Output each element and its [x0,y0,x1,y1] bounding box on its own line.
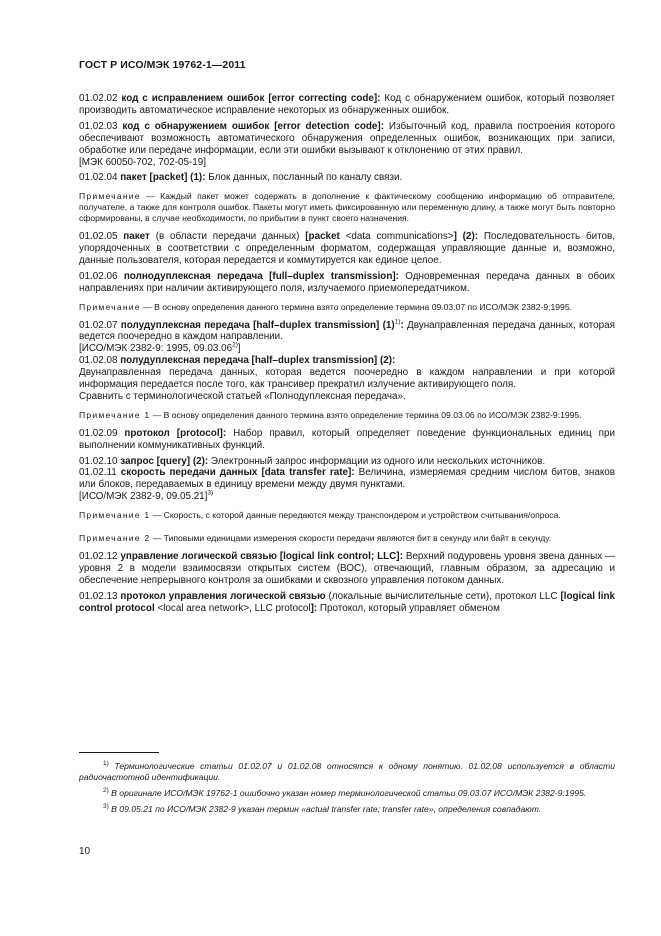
entry-definition: Протокол, который управляет обменом [317,602,500,614]
entry-term: протокол [protocol]: [124,427,227,439]
note-text: — Скорость, с которой данные передаются между транспондером и устройством считывания/опроса. [150,510,561,521]
term-entry [79,93,615,117]
entry-code: 01.02.08 [79,355,118,367]
entry-term: скорость передачи данных [data transfer rate]: [120,467,355,479]
footnote-ref[interactable]: 1) [394,318,401,326]
entry-code: 01.02.09 [79,427,118,439]
note-label: Примечание 1 [79,409,151,420]
entry-code: 01.02.02 [79,93,118,104]
entry-term: пакет [123,231,150,243]
footnote-ref[interactable]: 3) [207,489,214,497]
entry-code: 01.02.13 [79,590,118,602]
entry-term: запрос [query] (2): [120,455,209,467]
term-entry [79,428,615,452]
note-label: Примечание [79,301,141,312]
entry-term: пакет [packet] (1): [120,172,206,184]
term-entry [79,591,615,615]
note-label: Примечание 1 [79,510,151,521]
note [79,510,615,521]
entry-term-en-end: ]: [310,602,318,614]
term-entry [79,456,615,468]
footnote-ref[interactable]: 2) [232,342,238,350]
term-entry [79,172,615,184]
entry-definition: Блок данных, посланный по каналу связи. [205,172,403,184]
entry-term-colon: : [400,319,404,331]
document-header: ГОСТ Р ИСО/МЭК 19762-1—2011 [79,59,246,71]
entry-domain-en: <data communications> [339,231,454,243]
entry-source-text: [ИСО/МЭК 2382-9: 1995, 09.03.06 [79,343,233,355]
entry-term: управление логической связью [logical link control; LLC]: [120,551,403,562]
footnote-mark: 2) [103,786,109,794]
entry-domain: (локальные вычислительные сети), протокол LLC [325,590,561,602]
document-body [79,93,615,615]
footnote-text: Терминологические статьи 01.02.07 и 01.02.08 относятся к одному понятию. 01.02.08 используется в области радиочастотной идентификации. [79,761,615,782]
footnote [79,788,615,799]
term-entry [79,231,615,267]
entry-definition: Двунаправленная передача данных, которая ведется поочередно в каждом направлении. [79,319,615,343]
note [79,191,615,224]
footnote-mark: 1) [103,760,109,768]
note [79,410,615,421]
entry-definition: Верхний подуровень уровня звена данных — уровня 2 в модели взаимосвязи открытых систем (ВОС), отвечающий, главным образом, за адресацию и обеспечение непрерывного контроля за ошибками и сквозного управления потоком данных. [79,551,615,586]
page-number: 10 [79,846,91,857]
term-entry [79,551,615,587]
entry-definition: Последовательность битов, упорядоченных в соответствии с определенным форматом, содержащая управляющие данные и, возможно, данные пользователя, которая передается и коммутируется как единое целое. [79,231,616,266]
entry-term-en: [logical link control protocol [79,590,615,614]
entry-source [79,343,615,355]
entry-term: протокол управления логической связью [120,590,326,602]
entry-definition: Электронный запрос информации из одного или нескольких источников. [208,455,546,467]
entry-term-en-end: ] (2): [453,231,479,243]
note [79,533,615,544]
entry-domain: (в области передачи данных) [149,231,306,243]
entry-term: код с обнаружением ошибок [error detection code]: [122,120,384,132]
entry-definition: Набор правил, который определяет поведение функциональных единиц при выполнении коммуникативных функций. [79,427,615,451]
entry-term: код с исправлением ошибок [error correcting code]: [121,93,381,104]
entry-definition: Избыточный код, правила построения которого обеспечивают возможность автоматического обнаружения определенных ошибок, возникающих при записи, обработке или передаче информации, если эти ошибки вызывают к отклонению от этих правил. [79,120,615,156]
entry-domain-en: <local area network>, LLC protocol [154,602,311,614]
entry-code: 01.02.11 [79,467,117,479]
entry-source [79,491,615,503]
entry-code: 01.02.10 [79,455,118,467]
footnotes [79,761,615,820]
term-entry [79,467,615,491]
entry-code: 01.02.03 [79,120,118,132]
entry-code: 01.02.04 [79,172,118,184]
entry-code: 01.02.06 [79,270,118,282]
note [79,302,615,313]
entry-definition: Величина, измеряемая средним числом битов, знаков или блоков, передаваемых в единицу времени между двумя пунктами. [79,467,616,491]
term-entry [79,355,615,367]
entry-definition: Код с обнаружением ошибок, который позволяет производить автоматическое исправление некоторых из обнаруженных ошибок. [79,93,615,116]
footnote [79,761,615,783]
entry-source: [МЭК 60050-702, 702-05-19] [79,156,207,168]
entry-definition: Одновременная передача данных в обоих направлениях при наличии активирующего поля, излучаемого приемопередатчиком. [79,270,615,294]
entry-term-en: [packet [305,231,340,243]
term-entry [79,121,615,157]
note-text: — В основу определения данного термина взято определение термина 09.03.07 по ИСО/МЭК 2382-9:1995. [140,301,573,312]
note-text: — Каждый пакет может содержать в дополнение к фактическому сообщению информацию об отправителе, получателе, а также для контроля ошибок. Пакеты могут иметь фиксированную или переменную длину, а также могут быть повторно сформированы, в случае необходимости, по прибытии в пункт своего назначения. [79,191,615,224]
entry-term: полнодуплексная передача [full–duplex transmission]: [123,270,399,282]
footnote-text: В оригинале ИСО/МЭК 19762-1 ошибочно указан номер терминологической статьи 09.03.07 ИСО/МЭК 2382-9:1995. [108,787,587,798]
entry-code: 01.02.05 [79,231,118,243]
entry-term: полудуплексная передача [half–duplex transmission] (1) [120,319,395,331]
entry-definition: Двунаправленная передача данных, которая ведется поочередно в каждом направлении и при которой информация передается после того, как трансивер прекратил излучение активирующего поля. [79,367,615,391]
footnote [79,804,615,815]
note-text: — Типовыми единицами измерения скорости передачи являются бит в секунду или байт в секунду. [150,533,552,544]
note-text: — В основу определения данного термина взято определение термина 09.03.06 по ИСО/МЭК 2382-9:1995. [150,409,582,420]
entry-compare: Сравнить с терминологической статьей «Полнодуплексная передача». [79,390,406,402]
term-entry [79,271,615,295]
entry-term: полудуплексная передача [half–duplex transmission] (2): [120,355,396,367]
entry-source-end: ] [237,343,241,355]
entry-code: 01.02.07 [79,319,118,331]
footnote-text: В 09.05.21 по ИСО/МЭК 2382-9 указан термин «actual transfer rate; transfer rate», определения совпадают. [108,803,542,814]
entry-code: 01.02.12 [79,551,118,562]
footnote-mark: 3) [103,802,109,810]
entry-source-text: [ИСО/МЭК 2382-9, 09.05.21] [79,491,208,503]
footnote-divider [79,752,159,753]
note-label: Примечание [79,191,141,202]
term-entry [79,320,615,344]
note-label: Примечание 2 [79,533,151,544]
